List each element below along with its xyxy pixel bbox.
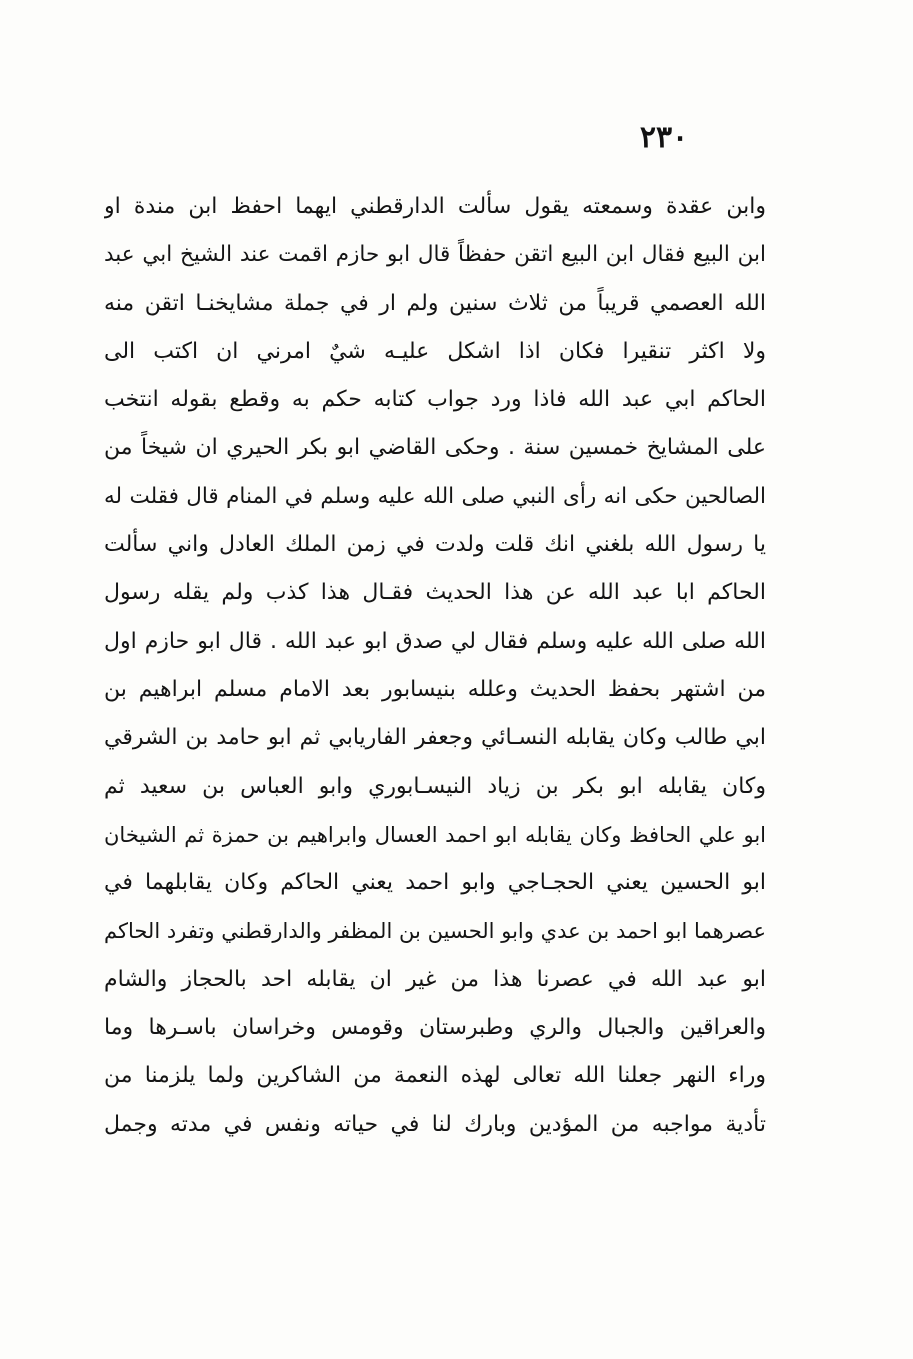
text-line: الله صلى الله عليه وسلم فقال لي صدق ابو عبد الله . قال ابو حازم اول <box>104 628 766 654</box>
text-line: عصرهما ابو احمد بن عدي وابو الحسين بن المظفر والدارقطني وتفرد الحاكم <box>104 919 766 944</box>
text-line: ولا اكثر تنقيرا فكان اذا اشكل عليـه شيٌ امرني ان اكتب الى <box>104 338 766 364</box>
text-line: الصالحين حكى انه رأى النبي صلى الله عليه وسلم في المنام قال فقلت له <box>104 483 766 509</box>
text-line: الحاكم ابي عبد الله فاذا ورد جواب كتابه حكم به وقطع بقوله انتخب <box>104 387 766 413</box>
text-line: والعراقين والجبال والري وطبرستان وقومس وخراسان باسـرها وما <box>104 1015 766 1041</box>
text-line: وكان يقابله ابو بكر بن زياد النيسـابوري وابو العباس بن سعيد ثم <box>104 773 766 799</box>
text-line: على المشايخ خمسين سنة . وحكى القاضي ابو بكر الحيري ان شيخاً من <box>104 435 766 461</box>
text-line: الله العصمي قريباً من ثلاث سنين ولم ار في جملة مشايخنـا اتقن منه <box>104 290 766 316</box>
text-line: ابو عبد الله في عصرنا هذا من غير ان يقابله احد بالحجاز والشام <box>104 966 766 992</box>
text-line: من اشتهر بحفظ الحديث وعلله بنيسابور بعد الامام مسلم ابراهيم بن <box>104 676 766 702</box>
text-line: تأدية مواجبه من المؤدين وبارك لنا في حياته ونفس في مدته وجمل <box>104 1111 766 1137</box>
body-text <box>104 183 766 1149</box>
text-line: وراء النهر جعلنا الله تعالى لهذه النعمة من الشاكرين ولما يلزمنا من <box>104 1063 766 1089</box>
text-line: الحاكم ابا عبد الله عن هذا الحديث فقـال هذا كذب ولم يقله رسول <box>104 580 766 606</box>
text-line: ابن البيع فقال ابن البيع اتقن حفظاً قال ابو حازم اقمت عند الشيخ ابي عبد <box>104 242 766 268</box>
text-line: ابي طالب وكان يقابله النسـائي وجعفر الفاريابي ثم ابو حامد بن الشرقي <box>104 725 766 751</box>
text-line: ابو الحسين يعني الحجـاجي وابو احمد يعني الحاكم وكان يقابلهما في <box>104 870 766 896</box>
page-number: ٢٣٠ <box>639 120 689 155</box>
text-line: وابن عقدة وسمعته يقول سألت الدارقطني ايهما احفظ ابن مندة او <box>104 194 766 219</box>
text-line: ابو علي الحافظ وكان يقابله ابو احمد العسال وابراهيم بن حمزة ثم الشيخان <box>104 822 766 847</box>
text-line: يا رسول الله بلغني انك قلت ولدت في زمن الملك العادل واني سألت <box>104 532 766 558</box>
